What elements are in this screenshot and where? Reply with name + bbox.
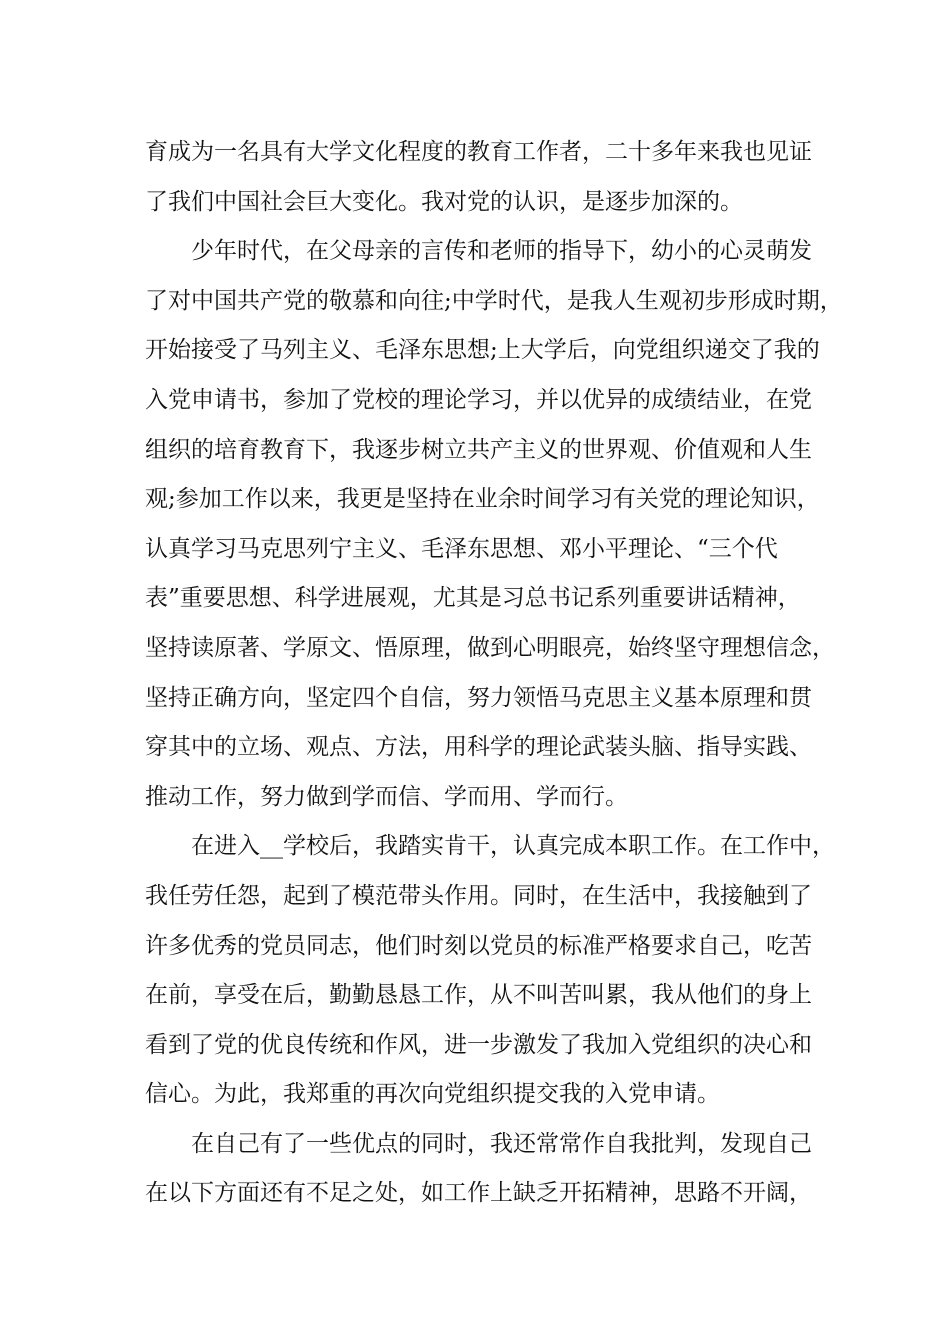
paragraph-line: 看到了党的优良传统和作风，进一步激发了我加入党组织的决心和 [145, 1031, 812, 1058]
paragraph-line: 认真学习马克思列宁主义、毛泽东思想、邓小平理论、“三个代 [145, 535, 778, 562]
paragraph-1 [145, 128, 825, 227]
document-body [145, 128, 843, 1219]
paragraph-line: 开始接受了马列主义、毛泽东思想;上大学后，向党组织递交了我的 [145, 337, 820, 364]
paragraph-line: 坚持正确方向，坚定四个自信，努力领悟马克思主义基本原理和贯 [145, 684, 812, 711]
paragraph-line: 了对中国共产党的敬慕和向往;中学时代，是我人生观初步形成时期， [145, 287, 843, 314]
paragraph-3 [145, 822, 835, 1120]
paragraph-line: 坚持读原著、学原文、悟原理，做到心明眼亮，始终坚守理想信念， [145, 634, 835, 661]
paragraph-line: 育成为一名具有大学文化程度的教育工作者，二十多年来我也见证 [145, 139, 812, 165]
paragraph-line: 在前，享受在后，勤勤恳恳工作，从不叫苦叫累，我从他们的身上 [145, 982, 812, 1009]
paragraph-line: 许多优秀的党员同志，他们时刻以党员的标准严格要求自己，吃苦 [145, 932, 812, 959]
paragraph-line: 穿其中的立场、观点、方法，用科学的理论武装头脑、指导实践、 [145, 734, 812, 761]
paragraph-line: 信心。为此，我郑重的再次向党组织提交我的入党申请。 [145, 1081, 720, 1108]
paragraph-line: 在自己有了一些优点的同时，我还常常作自我批判，发现自己 [191, 1130, 812, 1157]
paragraph-line: 推动工作，努力做到学而信、学而用、学而行。 [145, 783, 628, 810]
paragraph-line: 表”重要思想、科学进展观，尤其是习总书记系列重要讲话精神， [145, 585, 801, 612]
paragraph-line: 我任劳任怨，起到了模范带头作用。同时，在生活中，我接触到了 [145, 882, 812, 909]
paragraph-2 [145, 227, 843, 822]
paragraph-line: 组织的培育教育下，我逐步树立共产主义的世界观、价值观和人生 [145, 436, 812, 463]
paragraph-line: 观;参加工作以来，我更是坚持在业余时间学习有关党的理论知识， [145, 486, 820, 513]
paragraph-line: 在以下方面还有不足之处，如工作上缺乏开拓精神，思路不开阔， [145, 1180, 812, 1207]
paragraph-4 [145, 1120, 825, 1219]
paragraph-line: 少年时代，在父母亲的言传和老师的指导下，幼小的心灵萌发 [191, 238, 812, 265]
paragraph-line: 入党申请书，参加了党校的理论学习，并以优异的成绩结业，在党 [145, 386, 812, 413]
paragraph-line: 了我们中国社会巨大变化。我对党的认识，是逐步加深的。 [145, 188, 743, 215]
paragraph-line: 在进入__学校后，我踏实肯干，认真完成本职工作。在工作中， [191, 833, 835, 860]
